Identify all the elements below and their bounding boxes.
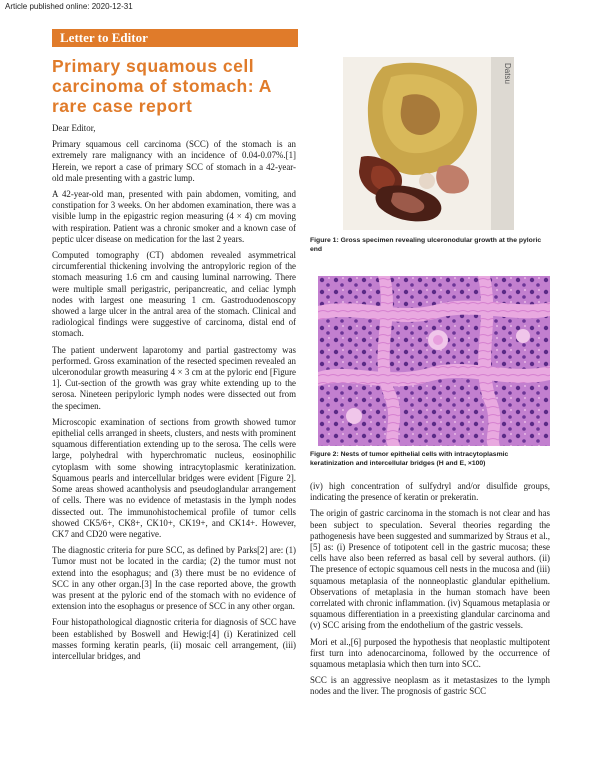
paragraph: Four histopathological diagnostic criteria for diagnosis of SCC have been established by Boswell and Hewig:[4] (i) Keratinized cell masses forming keratin pearls, (ii) mosaic cell arrangement, (iii) intercellular bridges, and: [52, 617, 296, 661]
section-label: Letter to Editor: [60, 30, 148, 45]
right-column: [310, 481, 550, 703]
figure-2-histology-image: [318, 276, 550, 446]
paragraph: The patient underwent laparotomy and partial gastrectomy was performed. Gross examination of the resected specimen revealed an ulceronodular growth measuring 4 × 3 cm at the pyloric end [Figure 1]. Cut-section of the growth was gray white extending up to the serosa. Nineteen peripyloric lymph nodes were dissected out from the specimen.: [52, 344, 296, 411]
paragraph: The origin of gastric carcinoma in the stomach is not clear and has been subject to speculation. Several theories regarding the pathogenesis have been suggested and summarized by Straus et al.,[5] as: (i) Presence of totipotent cell in the gastric mucosa; these cells have also been referred as basal cell by several authors. (ii) The presence of ectopic squamous cell nests in the mucosa and (iii) squamous metaplasia of the nonneoplastic glandular epithelium. Observations of metaplasia in the human stomach have been correlated with chronic inflammation. (iv) Squamous metaplasia or squamous differentiation in a preexisting glandular carcinoma and (v) SCC arising from the endothelium of the gastric vessels.: [310, 508, 550, 631]
figure-2-caption: Figure 2: Nests of tumor epithelial cells with intracytoplasmic keratinization and intercellular bridges (H and E, ×100): [310, 451, 509, 467]
figure-1-gross-specimen-image: [343, 57, 514, 230]
salutation: Dear Editor,: [52, 123, 96, 133]
section-banner: [52, 29, 298, 47]
left-column: [52, 123, 296, 667]
publication-date: Article published online: 2020-12-31: [5, 2, 133, 11]
paragraph: A 42-year-old man, presented with pain abdomen, vomiting, and constipation for 3 weeks. On her abdomen examination, there was a visible lump in the epigastric region measuring (4 × 4) cm moving with respiration. Patient was a chronic smoker and a known case of peptic ulcer disease on medication for the last 2 years.: [52, 189, 296, 244]
paragraph: Mori et al.,[6] purposed the hypothesis that neoplastic multipotent first turn into adenocarcinoma, followed by the occurrence of squamous metaplasia which then turn into SCC.: [310, 636, 550, 670]
figure-1-caption: Figure 1: Gross specimen revealing ulceronodular growth at the pyloric end: [310, 237, 542, 253]
paragraph: Primary squamous cell carcinoma (SCC) of the stomach is an extremely rare malignancy with an incidence of 0.04-0.07%.[1] Herein, we report a case of primary SCC of stomach in a 42-year-old male presenting with a gastric lump.: [52, 139, 296, 183]
article-title: Primary squamous cell carcinoma of stomach: A rare case report: [52, 56, 272, 116]
paragraph: The diagnostic criteria for pure SCC, as defined by Parks[2] are: (1) Tumor must not be located in the cardia; (2) the tumor must not extend into the esophagus; and (3) there must be no evidence of SCC in any other organ.[3] In the case reported above, the growth was present at the pyloric end of the stomach with no evidence of extension into the esophagus or presence of SCC in any other organ.: [52, 545, 296, 612]
paragraph: Microscopic examination of sections from growth showed tumor epithelial cells arranged in sheets, clusters, and nests with prominent squamous differentiation extending up to the serosa. The cells were large, polyhedral with hyperchromatic nucleus, eosinophilic cytoplasm with some showing intracytoplasmic keratinization. Squamous pearls and intercellular bridges were evident [Figure 2]. Some areas showed acantholysis and pseudoglandular arrangement of cells. There was no evidence of metastasis in the lymph nodes dissected out. The immunohistochemical profile of tumor cells showed CK5/6+, CK8+, CK10+, CK19+, and CK14+. However, CK7 and CD20 were negative.: [52, 416, 296, 539]
ruler-label: Datsu: [503, 63, 512, 84]
paragraph: (iv) high concentration of sulfydryl and/or disulfide groups, indicating the presence of keratin or prekeratin.: [310, 481, 550, 503]
paragraph: Computed tomography (CT) abdomen revealed asymmetrical circumferential thickening involving the antropyloric region of the stomach measuring 1.6 cm and causing luminal narrowing. There were multiple small perigastric, peripancreatic, and celiac lymph nodes with largest one measuring 1 cm. Gastroduodenoscopy showed a large ulcer in the antral area of the stomach. Clinical and radiological findings were suggestive of carcinoma, distal end of stomach.: [52, 250, 296, 339]
paragraph: SCC is an aggressive neoplasm as it metastasizes to the lymph nodes and the liver. The prognosis of gastric SCC: [310, 675, 550, 697]
